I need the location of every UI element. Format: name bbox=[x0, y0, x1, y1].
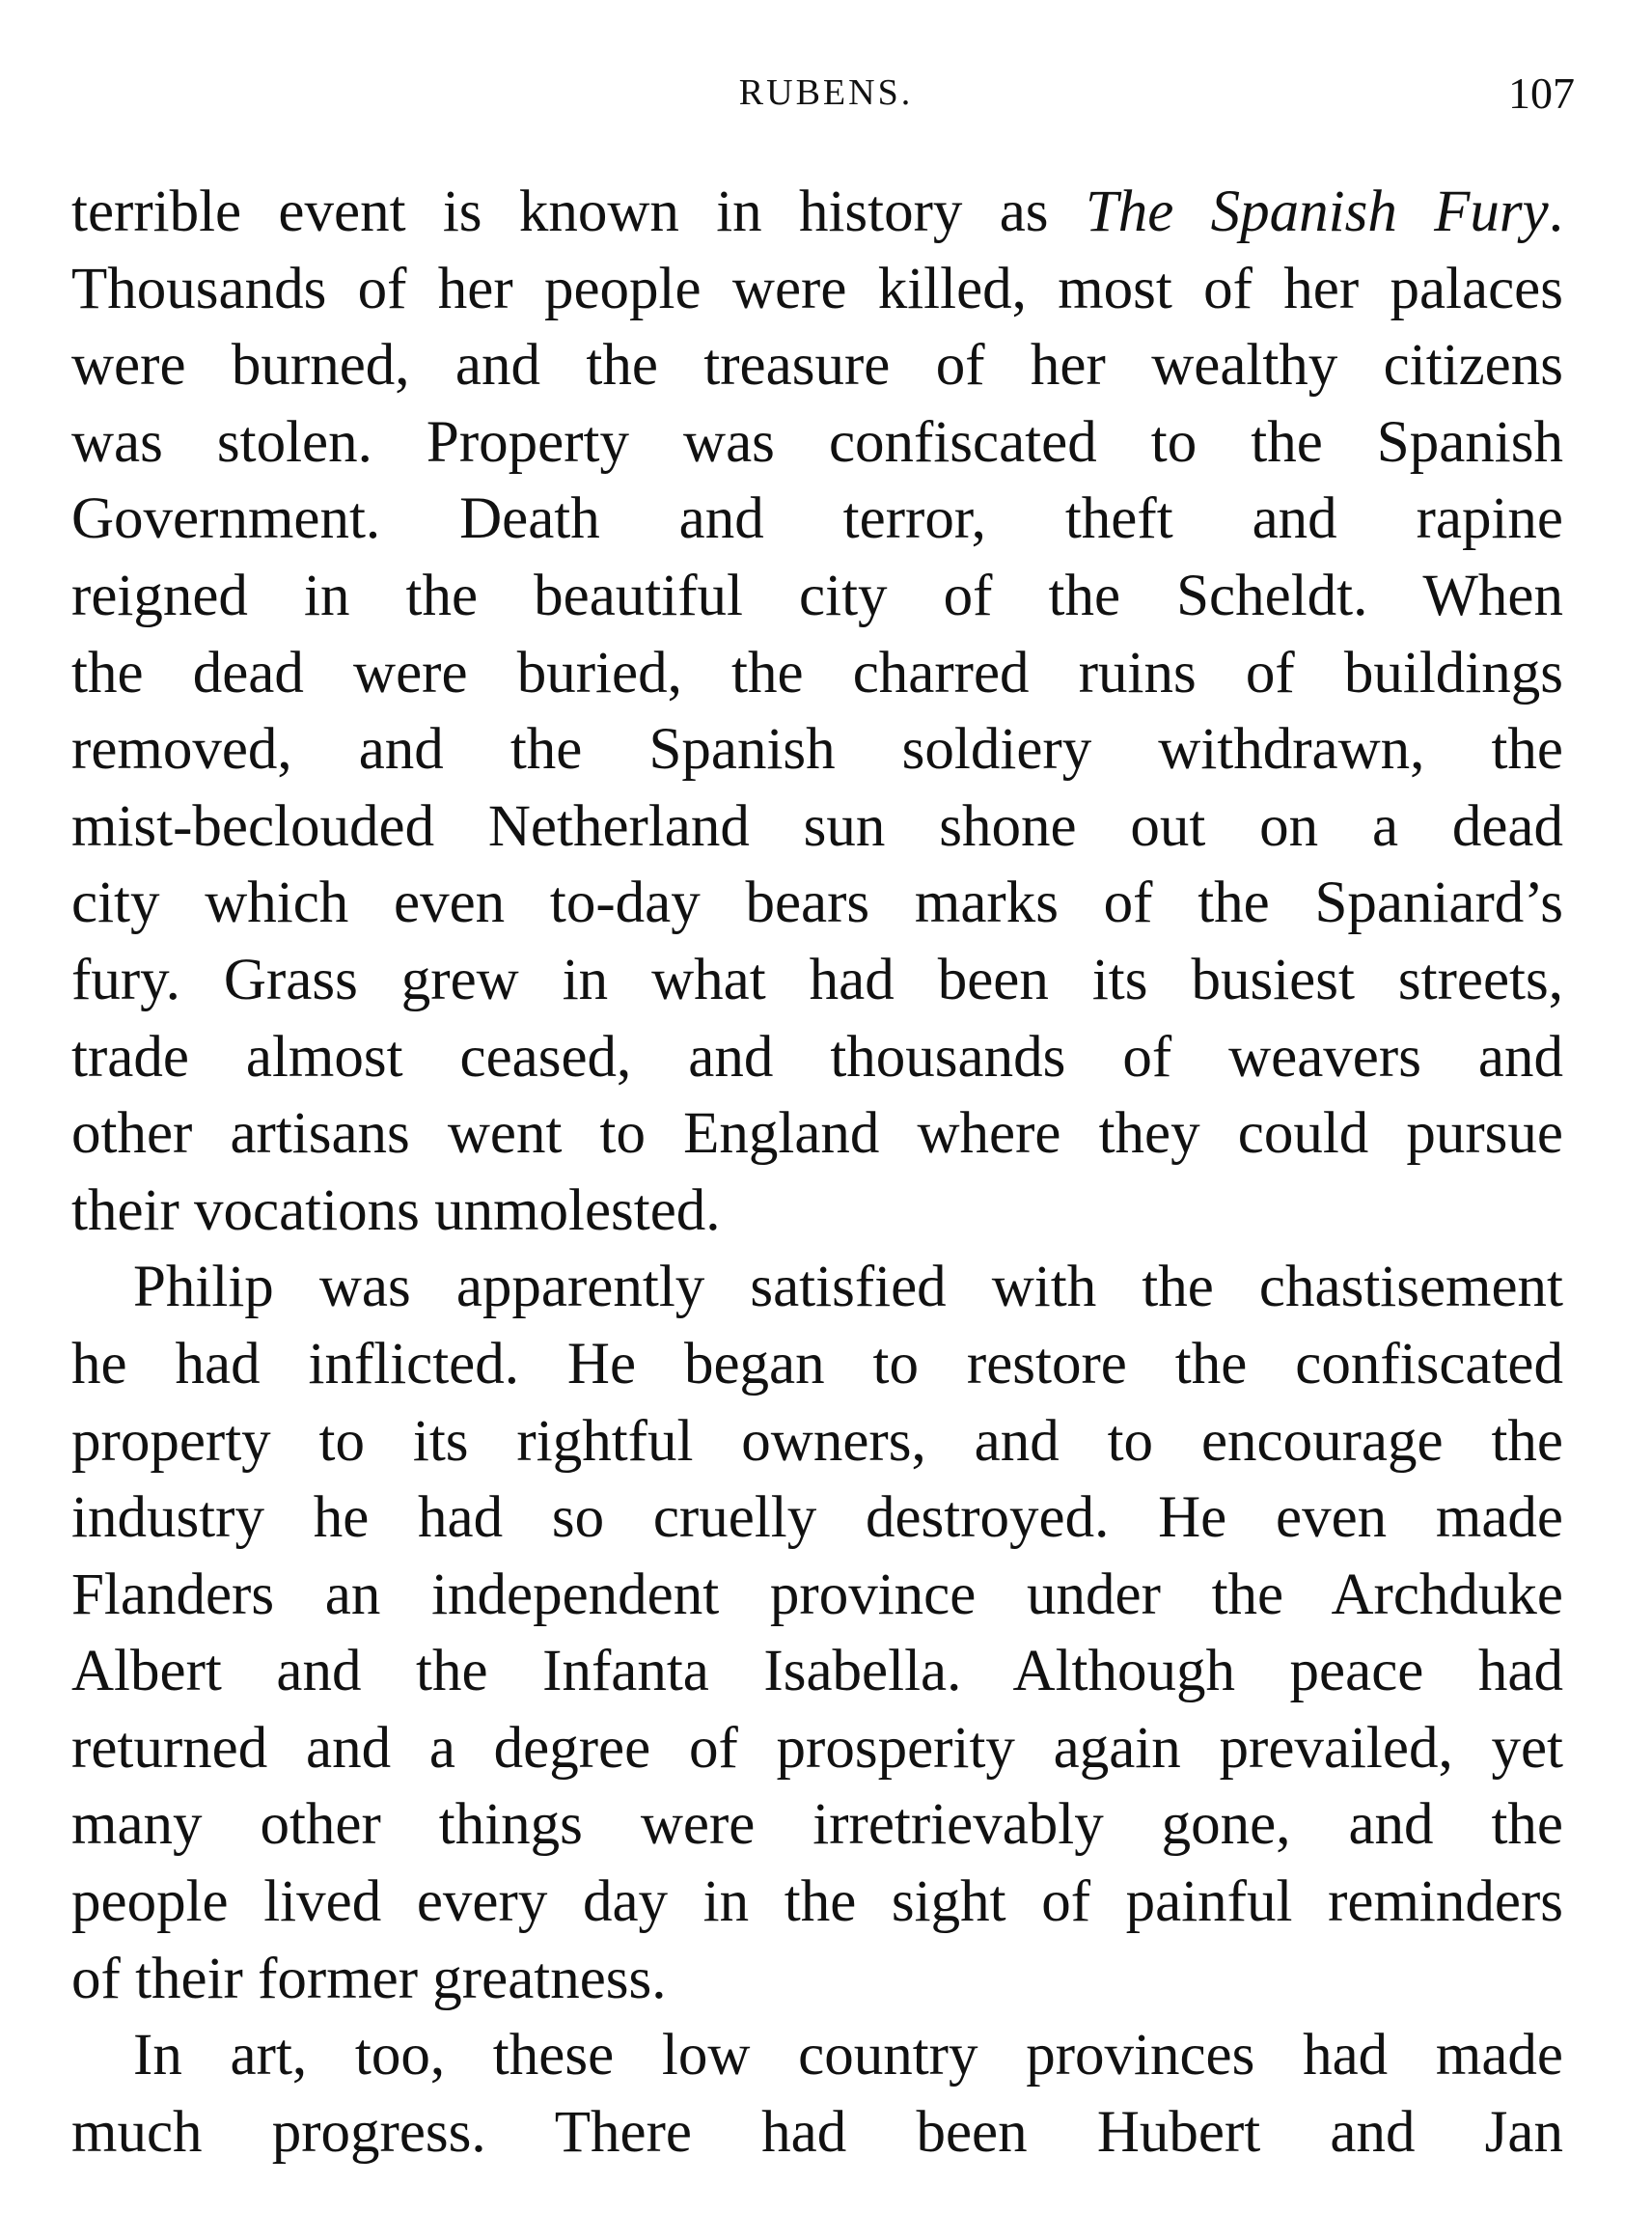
text-line: of their former greatness. bbox=[71, 1946, 667, 2011]
text-line: In art, too, these low country provinces had made bbox=[133, 2023, 1563, 2088]
text-line: Thousands of her people were killed, most of her palaces bbox=[71, 256, 1563, 321]
text-line: property to its rightful owners, and to encourage the bbox=[71, 1408, 1563, 1474]
text-line: removed, and the Spanish soldiery withdrawn, the bbox=[71, 717, 1563, 783]
paragraph-2 bbox=[71, 1249, 1563, 2017]
text-line: Government. Death and terror, theft and rapine bbox=[71, 486, 1563, 552]
text-line bbox=[71, 174, 1563, 251]
text-line: was stolen. Property was confiscated to the Spanish bbox=[71, 409, 1563, 475]
page-number: 107 bbox=[1508, 69, 1575, 118]
text-line: Albert and the Infanta Isabella. Although peace had bbox=[71, 1639, 1563, 1704]
text-line: Philip was apparently satisfied with the chastisement bbox=[133, 1255, 1563, 1320]
text-line: the dead were buried, the charred ruins of buildings bbox=[71, 640, 1563, 705]
text-line: people lived every day in the sight of painful reminders bbox=[71, 1869, 1563, 1935]
text-line: reigned in the beautiful city of the Scheldt. When bbox=[71, 563, 1563, 628]
text-line: fury. Grass grew in what had been its busiest streets, bbox=[71, 947, 1563, 1012]
text-line: city which even to-day bears marks of the Spaniard’s bbox=[71, 871, 1563, 936]
text-line: were burned, and the treasure of her wealthy citizens bbox=[71, 333, 1563, 399]
text-line: their vocations unmolested. bbox=[71, 1177, 721, 1243]
text-line: he had inflicted. He began to restore the confiscated bbox=[71, 1331, 1563, 1397]
text-line: industry he had so cruelly destroyed. He even made bbox=[71, 1485, 1563, 1551]
text-line-post: . bbox=[1548, 180, 1563, 244]
running-head bbox=[0, 68, 1652, 125]
text-line: mist-beclouded Netherland sun shone out on a dead bbox=[71, 793, 1563, 859]
text-line: trade almost ceased, and thousands of weavers and bbox=[71, 1024, 1563, 1090]
paragraph-3 bbox=[71, 2017, 1563, 2171]
text-line: Flanders an independent province under the Archduke bbox=[71, 1562, 1563, 1627]
text-line: returned and a degree of prosperity again prevailed, yet bbox=[71, 1715, 1563, 1781]
paragraph-1 bbox=[71, 174, 1563, 1249]
text-line: other artisans went to England where they could pursue bbox=[71, 1101, 1563, 1167]
text-line: many other things were irretrievably gone, and the bbox=[71, 1792, 1563, 1858]
body-text bbox=[71, 174, 1563, 2171]
text-line: much progress. There had been Hubert and Jan bbox=[71, 2099, 1563, 2165]
text-line-pre: terrible event is known in history as bbox=[71, 180, 1086, 244]
running-head-title: RUBENS. bbox=[738, 72, 914, 113]
italic-title: The Spanish Fury bbox=[1085, 180, 1549, 244]
